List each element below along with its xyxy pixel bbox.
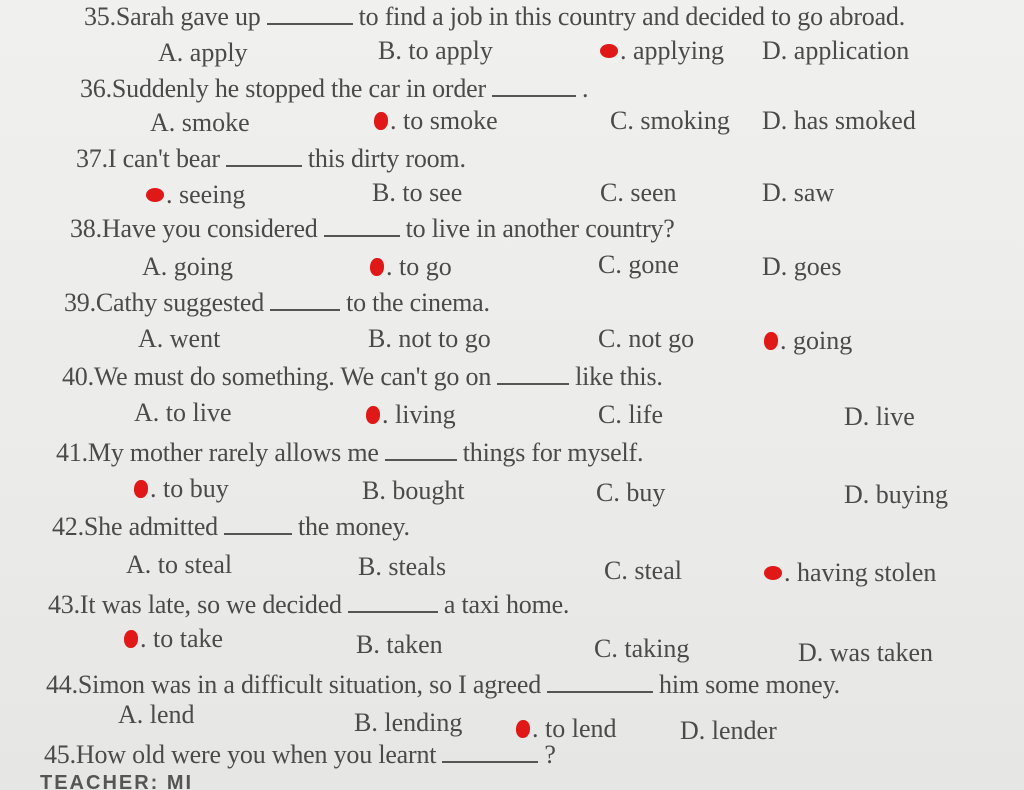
question-text-post: to find a job in this country and decided to go abroad. — [358, 2, 906, 31]
question-number: 37. — [76, 144, 108, 173]
question-text-post: a taxi home. — [443, 590, 570, 619]
question-text-post: the money. — [297, 512, 410, 541]
option-a: A. to live — [134, 398, 232, 427]
question-text-post: this dirty room. — [307, 144, 466, 173]
footer-text: TEACHER: MI — [40, 772, 194, 790]
question-text-post: to live in another country? — [405, 214, 675, 243]
question-44 — [46, 670, 840, 700]
red-answer-mark — [374, 112, 388, 130]
question-text-pre: Simon was in a difficult situation, so I agreed — [77, 670, 542, 699]
question-38 — [70, 214, 675, 244]
question-text-pre: Cathy suggested — [95, 288, 265, 317]
answer-blank — [385, 439, 457, 461]
question-40 — [62, 362, 663, 392]
answer-blank — [226, 145, 302, 167]
question-number: 39. — [64, 288, 96, 317]
option-d: D. saw — [762, 178, 835, 207]
question-45 — [44, 740, 556, 770]
option-a: A. lend — [118, 700, 195, 729]
option-b: B. to see — [372, 178, 463, 207]
option-c: C. taking — [594, 634, 690, 663]
question-number: 43. — [48, 590, 80, 619]
option-a: A. going — [142, 252, 233, 281]
option-c: C. life — [598, 400, 663, 429]
option-a: A. went — [138, 324, 221, 353]
question-text-post: like this. — [575, 362, 663, 391]
red-answer-mark — [600, 44, 618, 58]
red-answer-mark — [764, 566, 782, 580]
option-d-marked: . having stolen — [764, 558, 936, 588]
option-b: B. to apply — [378, 36, 493, 65]
option-c-marked: . to lend — [516, 714, 617, 744]
answer-blank — [270, 289, 340, 311]
option-c: C. not go — [598, 324, 695, 353]
option-c: C. buy — [596, 478, 666, 507]
question-37 — [76, 144, 466, 174]
question-text-pre: My mother rarely allows me — [87, 438, 379, 467]
answer-blank — [492, 75, 576, 97]
option-d: D. goes — [762, 252, 842, 281]
question-43 — [48, 590, 569, 620]
red-answer-mark — [146, 188, 164, 202]
answer-blank — [224, 513, 292, 535]
option-a-marked: . to take — [124, 624, 223, 654]
question-number: 35. — [84, 2, 116, 31]
option-b: B. lending — [354, 708, 463, 737]
question-text-pre: How old were you when you learnt — [75, 740, 437, 769]
option-b: B. steals — [358, 552, 447, 581]
option-d-marked: . going — [764, 326, 852, 356]
option-b-marked: . living — [366, 400, 456, 430]
question-number: 42. — [52, 512, 84, 541]
option-c: C. gone — [598, 250, 679, 279]
option-c: C. steal — [604, 556, 682, 585]
question-text-post: ? — [544, 740, 556, 769]
answer-blank — [324, 215, 400, 237]
option-d: D. live — [844, 402, 915, 431]
question-text-post: . — [581, 74, 589, 103]
option-d: D. lender — [680, 716, 777, 745]
question-text-post: to the cinema. — [346, 288, 490, 317]
option-a: A. apply — [158, 38, 248, 67]
option-d: D. application — [762, 36, 910, 65]
option-d: D. buying — [844, 480, 948, 509]
answer-blank — [348, 591, 438, 613]
question-number: 36. — [80, 74, 112, 103]
red-answer-mark — [764, 332, 778, 350]
option-b-marked: . to smoke — [374, 106, 498, 136]
question-text-post: things for myself. — [462, 438, 644, 467]
question-text-pre: We must do something. We can't go on — [93, 362, 492, 391]
question-number: 40. — [62, 362, 94, 391]
question-35 — [84, 2, 905, 32]
option-d: D. has smoked — [762, 106, 916, 135]
option-a-marked: . to buy — [134, 474, 229, 504]
option-b-marked: . to go — [370, 252, 452, 282]
option-a: A. to steal — [126, 550, 233, 579]
question-39 — [64, 288, 490, 318]
question-42 — [52, 512, 410, 542]
answer-blank — [497, 363, 569, 385]
question-text-pre: Have you considered — [101, 214, 318, 243]
question-41 — [56, 438, 643, 468]
red-answer-mark — [366, 406, 380, 424]
red-answer-mark — [516, 720, 530, 738]
question-text-pre: Suddenly he stopped the car in order — [111, 74, 486, 103]
option-a-marked: . seeing — [146, 180, 245, 210]
question-36 — [80, 74, 588, 104]
question-text-pre: Sarah gave up — [115, 2, 261, 31]
question-text-post: him some money. — [659, 670, 840, 699]
question-number: 41. — [56, 438, 88, 467]
question-number: 38. — [70, 214, 102, 243]
option-c: C. smoking — [610, 106, 730, 135]
question-text-pre: It was late, so we decided — [79, 590, 342, 619]
option-b: B. not to go — [368, 324, 491, 353]
question-number: 45. — [44, 740, 76, 769]
answer-blank — [442, 741, 538, 763]
red-answer-mark — [134, 480, 148, 498]
answer-blank — [547, 671, 653, 693]
red-answer-mark — [124, 630, 138, 648]
answer-blank — [267, 3, 353, 25]
red-answer-mark — [370, 258, 384, 276]
option-c-marked: . applying — [600, 36, 724, 66]
option-b: B. bought — [362, 476, 465, 505]
option-d: D. was taken — [798, 638, 934, 667]
option-a: A. smoke — [150, 108, 250, 137]
question-text-pre: She admitted — [83, 512, 218, 541]
option-c: C. seen — [600, 178, 677, 207]
question-text-pre: I can't bear — [107, 144, 220, 173]
option-b: B. taken — [356, 630, 443, 659]
question-number: 44. — [46, 670, 78, 699]
